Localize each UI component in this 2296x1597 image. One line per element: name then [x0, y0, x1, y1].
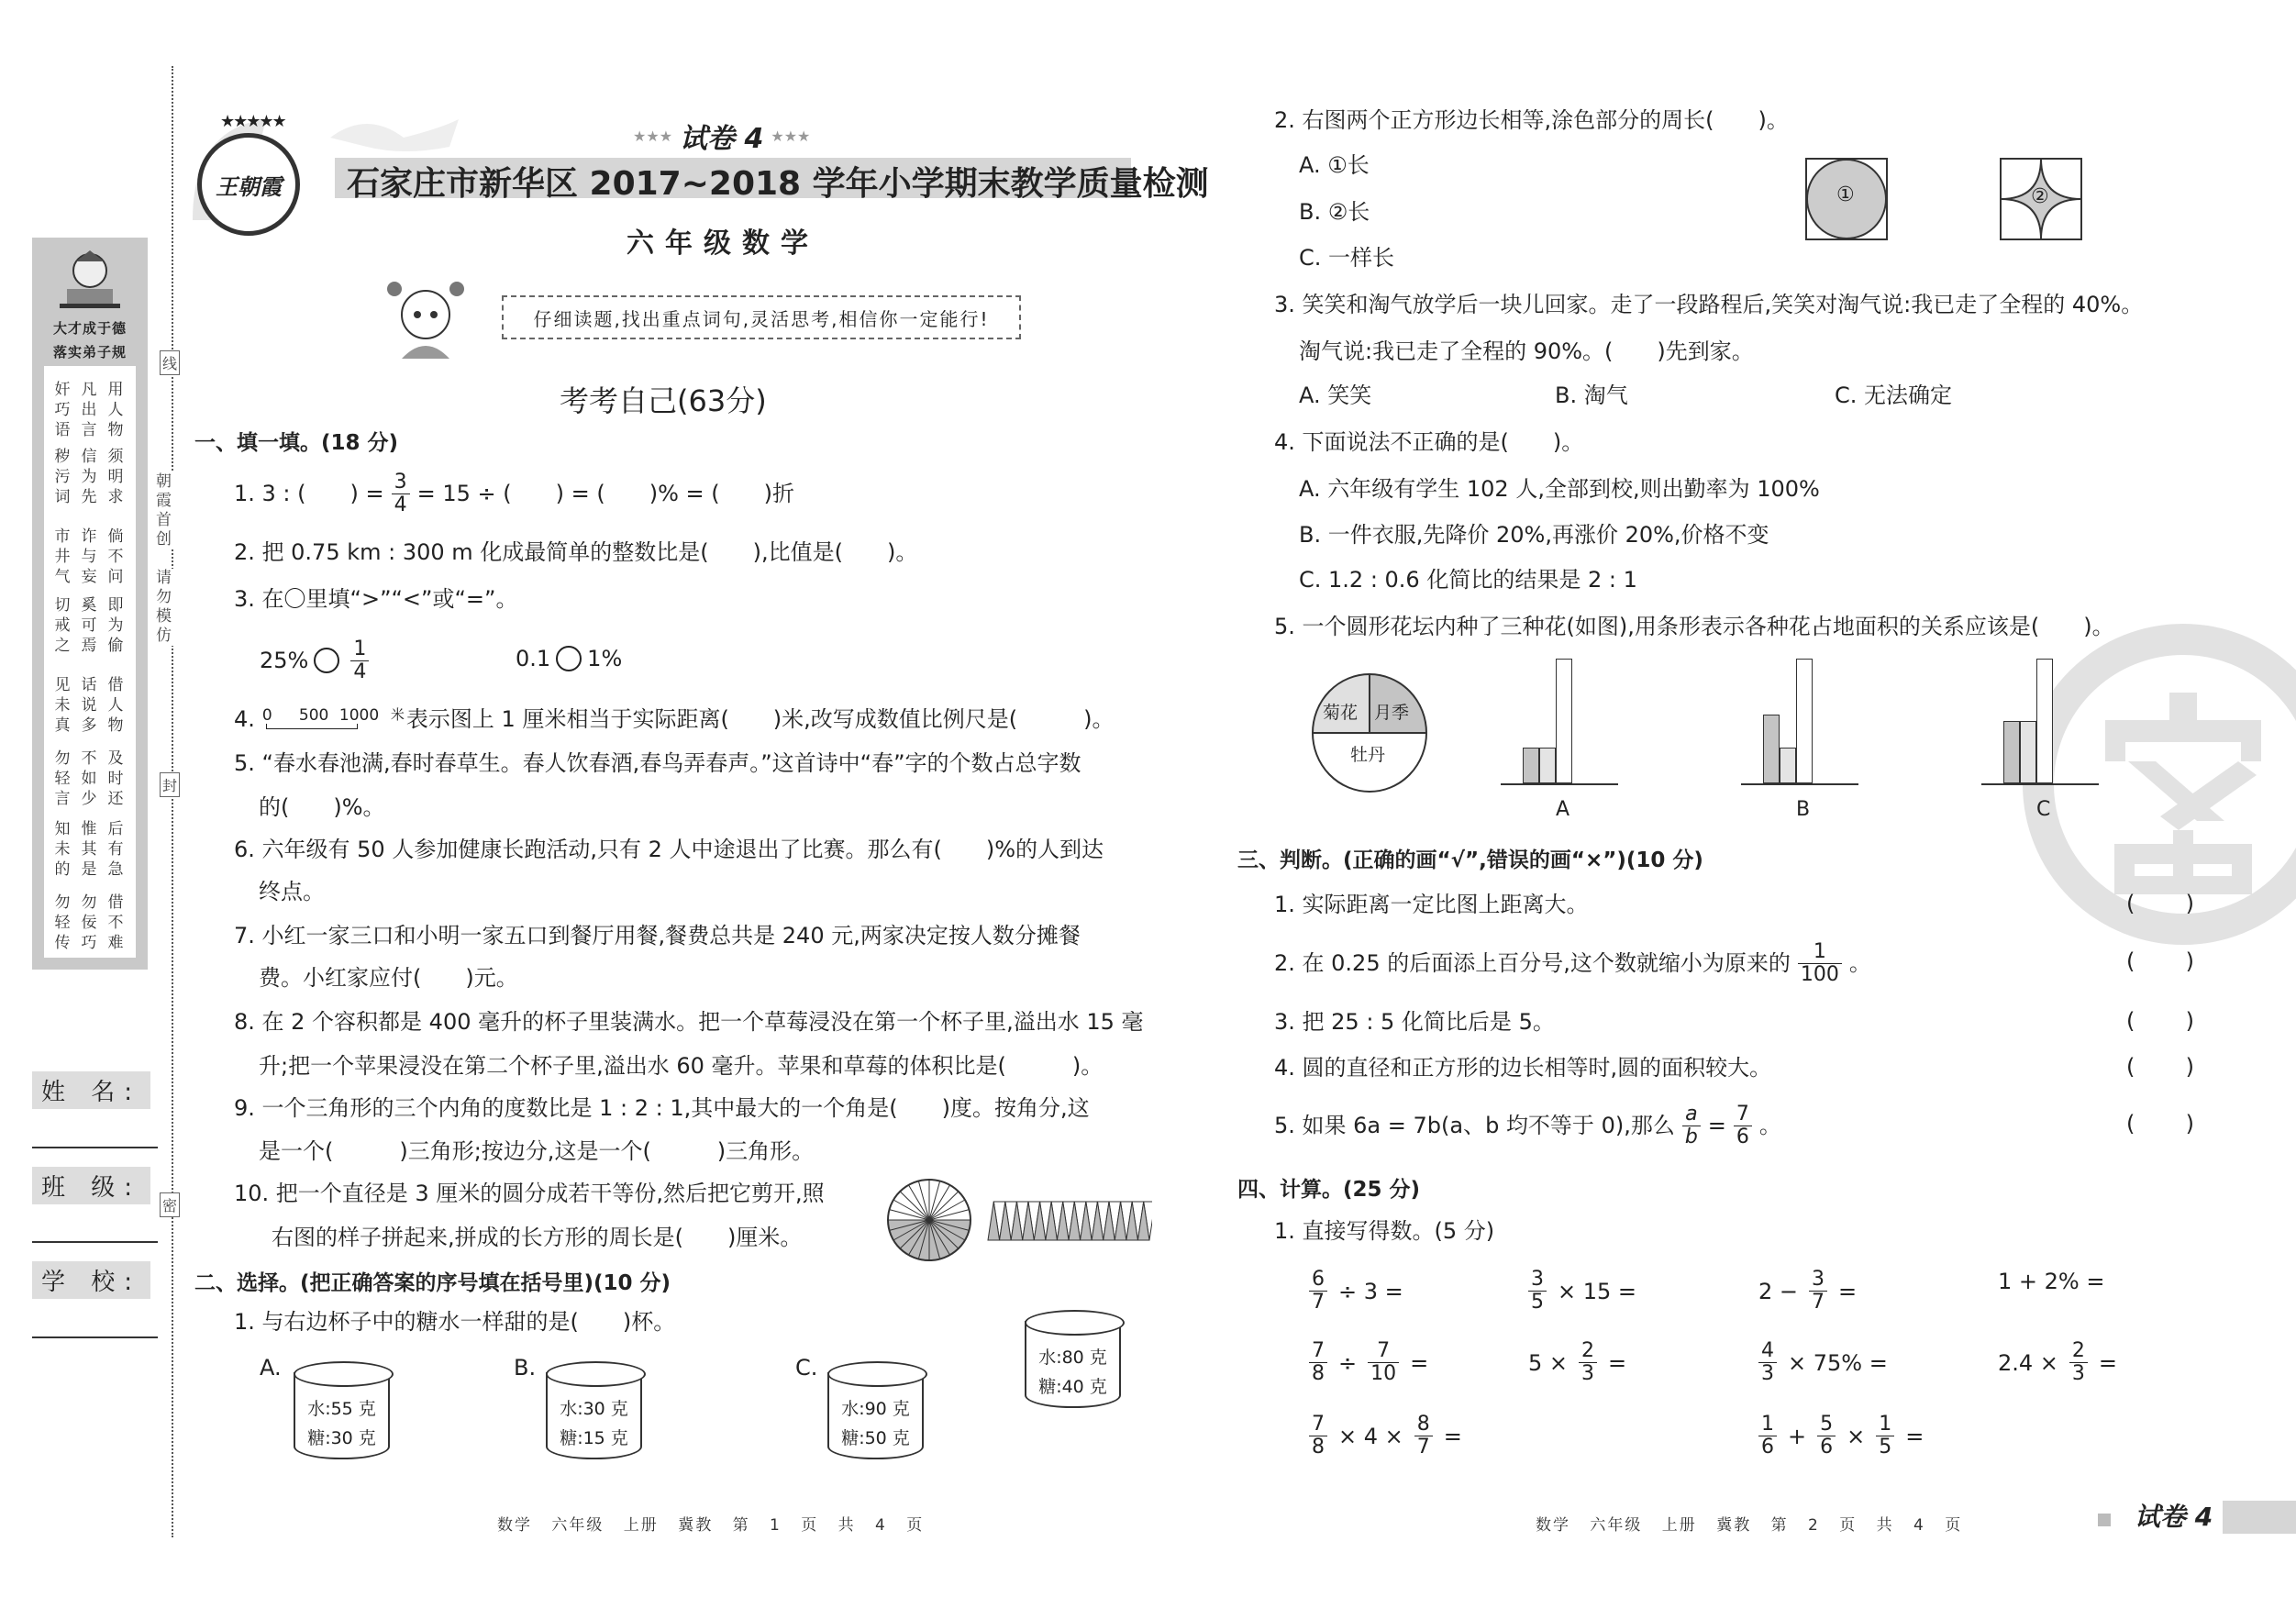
- calc-text: ÷ 3 =: [1338, 1278, 1403, 1304]
- paren-open: (: [2126, 1008, 2135, 1034]
- denominator: 4: [392, 494, 410, 516]
- name-field[interactable]: [32, 1147, 158, 1148]
- question-1-10: 10. 把一个直径是 3 厘米的圆分成若干等份,然后把它剪开,照: [234, 1181, 825, 1206]
- numerator: 3: [1812, 1268, 1825, 1291]
- class-label: 班 级:: [32, 1167, 150, 1204]
- verse-row: 井与不: [54, 548, 135, 566]
- question-1-5: 5. “春水春池满,春时春草生。春人饮春酒,春鸟弄春声。”这首诗中“春”字的个数占总字数: [234, 750, 1081, 776]
- student-cartoon-icon: [58, 245, 122, 318]
- option-label: A.: [260, 1355, 282, 1381]
- fraction: [1734, 1103, 1752, 1148]
- scale-tick-label: 0: [261, 706, 272, 725]
- rearranged-rectangle-figure: [985, 1198, 1152, 1244]
- question-1-8-cont: 升;把一个苹果浸没在第二个杯子里,溢出水 60 毫升。苹果和草莓的体积比是( )。: [259, 1053, 1104, 1079]
- cup-water: 水:90 克: [841, 1399, 910, 1419]
- question-1-9: 9. 一个三角形的三个内角的度数比是 1 : 2 : 1,其中最大的一个角是( )度。按角分,这: [234, 1095, 1090, 1121]
- compare-left: 0.1: [516, 646, 551, 671]
- verse-row: 之焉偷: [54, 637, 135, 655]
- judge-4: 4. 圆的直径和正方形的边长相等时,圆的面积较大。: [1274, 1055, 1772, 1081]
- logo-seal: [197, 133, 300, 236]
- question-text: 5. 如果 6a = 7b(a、b 均不等于 0),那么: [1274, 1113, 1675, 1138]
- judge-3: 3. 把 25 : 5 化简比后是 5。: [1274, 1009, 1555, 1035]
- verse-row: 言少还: [54, 790, 135, 808]
- star-icon: ★★★: [633, 127, 673, 145]
- logo-stars-icon: ★★★★★: [220, 112, 285, 131]
- exam-badge: [633, 116, 810, 156]
- option-label: C.: [795, 1355, 818, 1381]
- calc-text: ÷: [1338, 1349, 1358, 1376]
- calc-item: [1303, 1340, 1434, 1385]
- question-1-8: 8. 在 2 个容积都是 400 毫升的杯子里装满水。把一个草莓浸没在第一个杯子里,溢出水 15 毫: [234, 1009, 1144, 1035]
- figure-label-1: ①: [1836, 183, 1855, 206]
- motto-line: 大才成于德: [52, 320, 127, 337]
- verse-row: 奸凡用: [54, 381, 135, 399]
- fraction: [1809, 1269, 1827, 1314]
- question-text: 。: [1758, 1113, 1781, 1138]
- cup-sugar: 糖:50 克: [841, 1428, 910, 1448]
- bar-chart-baseline: [1501, 783, 1618, 785]
- verse-row: 真多物: [54, 716, 135, 735]
- numerator: 7: [1377, 1339, 1391, 1362]
- fraction: [1414, 1414, 1433, 1458]
- fraction: [1682, 1103, 1701, 1148]
- flower-bed-pie-chart: [1310, 672, 1429, 793]
- cup-water: 水:30 克: [560, 1399, 628, 1419]
- question-text: 1. 3 : ( ) =: [234, 481, 384, 506]
- denominator: 4: [350, 660, 369, 683]
- bar-option-a-bar: [1539, 748, 1556, 783]
- option: B. 淘气: [1555, 383, 1628, 408]
- class-field[interactable]: [32, 1241, 158, 1243]
- paren-open: (: [2126, 948, 2135, 974]
- compare-left: 25%: [260, 648, 309, 673]
- bar-option-label: B: [1796, 798, 1811, 821]
- verse-row: 气妄问: [54, 568, 135, 586]
- question-1-7-cont: 费。小红家应付( )元。: [259, 965, 518, 991]
- question-1-1: [234, 470, 794, 516]
- option: C. 1.2 : 0.6 化简比的结果是 2 : 1: [1299, 567, 1637, 593]
- question-1-7: 7. 小红一家三口和小明一家五口到餐厅用餐,餐费总共是 240 元,两家决定按人数分摊餐: [234, 923, 1081, 948]
- verse-row: 市诈倘: [54, 527, 135, 546]
- verse-row: 巧出人: [54, 401, 135, 419]
- verse-row: 勿勿借: [54, 893, 135, 912]
- calc-text: 5 ×: [1528, 1349, 1569, 1376]
- calc-text: =: [1608, 1349, 1627, 1376]
- section-heading-judge: 三、判断。(正确的画“√”,错误的画“×”)(10 分): [1237, 848, 1703, 872]
- answer-parens[interactable]: [2126, 1111, 2194, 1137]
- numerator: 2: [1581, 1339, 1595, 1362]
- calc-item: [1992, 1340, 2123, 1385]
- answer-parens[interactable]: [2126, 948, 2194, 974]
- calc-text: × 75% =: [1788, 1349, 1888, 1376]
- denominator: 3: [2069, 1362, 2088, 1385]
- bar-option-a-bar: [1523, 748, 1539, 783]
- numerator: 1: [1761, 1413, 1774, 1436]
- paren-open: (: [2126, 1054, 2135, 1080]
- bar-option-c-bar: [2036, 659, 2053, 783]
- bar-option-b-bar: [1780, 748, 1796, 783]
- verse-row: 词先求: [54, 488, 135, 506]
- binding-secret-mark: 密: [160, 1192, 180, 1217]
- verse-row: 传巧难: [54, 934, 135, 952]
- school-field[interactable]: [32, 1336, 158, 1338]
- equals: =: [1707, 1113, 1726, 1138]
- cup-water: 水:80 克: [1038, 1347, 1107, 1368]
- page-title: 石家庄市新华区 2017~2018 学年小学期末教学质量检测: [347, 165, 1209, 203]
- numerator: 1: [353, 637, 367, 660]
- binding-line-mark: 线: [160, 350, 180, 375]
- footer-page-2: 数学 六年级 上册 冀教 第 2 页 共 4 页: [1536, 1516, 1963, 1535]
- option: B. ②长: [1299, 199, 1370, 225]
- bar-option-label: A: [1556, 798, 1570, 821]
- cup-sugar: 糖:15 克: [560, 1428, 628, 1448]
- question-2-5: 5. 一个圆形花坛内种了三种花(如图),用条形表示各种花占地面积的关系应该是( )。: [1274, 614, 2114, 639]
- figure-label-2: ②: [2031, 185, 2049, 208]
- bar-option-b-bar: [1763, 715, 1780, 783]
- compare-circle-input[interactable]: [314, 648, 339, 673]
- judge-5: [1274, 1102, 1781, 1148]
- bar-chart-baseline: [1981, 783, 2099, 785]
- section-heading-choice: 二、选择。(把正确答案的序号填在括号里)(10 分): [194, 1271, 671, 1295]
- name-label: 姓 名:: [32, 1071, 150, 1109]
- calc-text: =: [1905, 1423, 1924, 1449]
- bar-chart-baseline: [1741, 783, 1858, 785]
- binding-seal-mark: 封: [160, 772, 180, 797]
- verse-row: 轻如时: [54, 770, 135, 788]
- question-text: 2. 在 0.25 的后面添上百分号,这个数就缩小为原来的: [1274, 950, 1791, 976]
- scale-tick-label: 500: [298, 706, 329, 725]
- calc-item: [1523, 1269, 1642, 1314]
- fraction: [2069, 1340, 2088, 1385]
- cup-sugar: 糖:40 克: [1038, 1377, 1107, 1397]
- paren-close: ): [2185, 1008, 2194, 1034]
- calc-item: [1992, 1269, 2110, 1294]
- judge-1: 1. 实际距离一定比图上距离大。: [1274, 892, 1589, 917]
- calc-item: [1303, 1269, 1409, 1314]
- scale-line: [266, 724, 358, 729]
- option: C. 一样长: [1299, 245, 1395, 271]
- cup-reference: [1025, 1321, 1121, 1408]
- bar-option-label: C: [2036, 798, 2051, 821]
- option: C. 无法确定: [1835, 383, 1953, 408]
- calc-text: +: [1788, 1423, 1807, 1449]
- denominator: 6: [1734, 1126, 1752, 1148]
- section-heading-fill: 一、填一填。(18 分): [194, 431, 399, 455]
- fraction: [392, 471, 410, 516]
- denominator: 10: [1368, 1362, 1399, 1385]
- exam-number: 试卷 4: [680, 123, 764, 155]
- score-title: 考考自己(63分): [560, 383, 767, 418]
- question-1-3: 3. 在〇里填“>”“<”或“=”。: [234, 586, 518, 612]
- cup-option-c: [827, 1372, 924, 1459]
- question-1-3-compare-a: [260, 637, 374, 683]
- fraction: [1817, 1414, 1836, 1458]
- question-number: 4.: [234, 706, 255, 732]
- paren-close: ): [2185, 891, 2194, 916]
- sidebar-motto-panel: [32, 238, 148, 970]
- scale-tick-label: 1000: [338, 706, 380, 725]
- fraction: [1758, 1414, 1777, 1458]
- answer-parens[interactable]: [2126, 891, 2194, 916]
- numerator: 8: [1416, 1413, 1430, 1436]
- question-1-4: [234, 705, 1115, 733]
- fraction: [1368, 1340, 1399, 1385]
- question-1-5-cont: 的( )%。: [259, 794, 385, 820]
- scale-bar: [262, 705, 385, 733]
- question-1-9-cont: 是一个( )三角形;按边分,这是一个( )三角形。: [259, 1138, 815, 1164]
- cup-water: 水:55 克: [307, 1399, 376, 1419]
- footer-exam-badge: 试卷 4: [2135, 1502, 2213, 1532]
- circle-sectors-figure: [886, 1178, 972, 1262]
- paren-close: ): [2185, 948, 2194, 974]
- question-1-10-cont: 右图的样子拼起来,拼成的长方形的周长是( )厘米。: [272, 1225, 803, 1250]
- section-heading-calc: 四、计算。(25 分): [1237, 1178, 1421, 1202]
- calc-text: =: [1838, 1278, 1858, 1304]
- logo-text: 王朝霞: [216, 173, 282, 200]
- numerator: 3: [1531, 1268, 1544, 1291]
- numerator: 5: [1820, 1413, 1834, 1436]
- denominator: 8: [1309, 1436, 1327, 1458]
- denominator: 6: [1758, 1436, 1777, 1458]
- fraction: [1309, 1414, 1327, 1458]
- fraction: [1876, 1414, 1894, 1458]
- calc-item: [1303, 1414, 1468, 1458]
- star-icon: ★★★: [771, 127, 811, 145]
- calc-subheading: 1. 直接写得数。(5 分): [1274, 1218, 1495, 1244]
- binding-note-no-copy: 请勿模仿: [150, 569, 173, 646]
- option: A. 笑笑: [1299, 383, 1372, 408]
- fraction: [350, 638, 369, 683]
- motto-line: 落实弟子规: [52, 344, 127, 360]
- verse-row: 知惟后: [54, 820, 135, 838]
- bar-option-b-bar: [1796, 659, 1813, 783]
- verse-row: 勿不及: [54, 749, 135, 768]
- fraction: [1758, 1340, 1777, 1385]
- answer-parens[interactable]: [2126, 1054, 2194, 1080]
- question-2-3: 3. 笑笑和淘气放学后一块儿回家。走了一段路程后,笑笑对淘气说:我已走了全程的 40%。: [1274, 292, 2144, 317]
- verse-row: 未说人: [54, 696, 135, 715]
- verse-row: 轻佞不: [54, 914, 135, 932]
- calc-text: 2 −: [1758, 1278, 1799, 1304]
- footer-page-1: 数学 六年级 上册 冀教 第 1 页 共 4 页: [497, 1516, 925, 1535]
- numerator: 3: [394, 470, 407, 494]
- calc-item: [1753, 1340, 1893, 1385]
- tip-box: 仔细读题,找出重点词句,灵活思考,相信你一定能行!: [502, 295, 1021, 339]
- fraction: [1309, 1269, 1327, 1314]
- numerator: 4: [1761, 1339, 1774, 1362]
- question-1-6: 6. 六年级有 50 人参加健康长跑活动,只有 2 人中途退出了比赛。那么有( )%的人到达: [234, 837, 1104, 862]
- numerator: 1: [1813, 939, 1826, 963]
- verse-row: 秽信须: [54, 448, 135, 466]
- numerator: 7: [1736, 1102, 1749, 1126]
- question-1-6-cont: 终点。: [259, 879, 325, 904]
- verse-box: [44, 366, 136, 958]
- compare-circle-input[interactable]: [556, 646, 582, 671]
- pie-label: 月季: [1374, 703, 1410, 723]
- paren-open: (: [2126, 891, 2135, 916]
- verse-row: 见话借: [54, 676, 135, 694]
- watermark-glyph: [2105, 693, 2261, 894]
- calc-text: × 4 ×: [1338, 1423, 1403, 1449]
- option: A. ①长: [1299, 152, 1370, 178]
- denominator: 3: [1758, 1362, 1777, 1385]
- fraction: [1309, 1340, 1327, 1385]
- calc-text: 2.4 ×: [1998, 1349, 2058, 1376]
- numerator: 6: [1312, 1268, 1325, 1291]
- paren-close: ): [2185, 1054, 2194, 1080]
- numerator: 1: [1879, 1413, 1892, 1436]
- compare-right: 1%: [587, 646, 623, 671]
- question-1-2: 2. 把 0.75 km : 300 m 化成最简单的整数比是( ),比值是( )。: [234, 539, 918, 565]
- subject-title: 六年级数学: [627, 227, 819, 260]
- judge-2: [1274, 939, 1871, 986]
- verse-row: 语言物: [54, 421, 135, 439]
- numerator: 7: [1312, 1339, 1325, 1362]
- verse-row: 的是急: [54, 860, 135, 879]
- question-2-3-cont: 淘气说:我已走了全程的 90%。( )先到家。: [1299, 338, 1754, 364]
- paren-close: ): [2185, 1111, 2194, 1137]
- verse-row: 未其有: [54, 840, 135, 859]
- bar-option-c-bar: [2020, 721, 2036, 783]
- calc-item: [1523, 1340, 1632, 1385]
- calc-text: =: [1410, 1349, 1429, 1376]
- denominator: 6: [1817, 1436, 1836, 1458]
- decor-square: [2098, 1514, 2111, 1526]
- fraction: [1579, 1340, 1597, 1385]
- fraction: [1528, 1269, 1547, 1314]
- calc-item: [1753, 1269, 1862, 1314]
- scale-unit: 米: [390, 706, 405, 723]
- pie-label: 菊花: [1323, 703, 1359, 723]
- option: B. 一件衣服,先降价 20%,再涨价 20%,价格不变: [1299, 522, 1769, 548]
- footer-badge-bg: [2223, 1501, 2296, 1534]
- denominator: 7: [1309, 1291, 1327, 1314]
- calc-item: [1753, 1414, 1929, 1458]
- verse-row: 切奚即: [54, 596, 135, 615]
- bar-option-c-bar: [2003, 721, 2020, 783]
- pie-label: 牡丹: [1350, 745, 1386, 765]
- calc-text: =: [2098, 1349, 2118, 1376]
- question-text: 。: [1848, 950, 1871, 976]
- denominator: 8: [1309, 1362, 1327, 1385]
- binding-note-original: 朝霞首创: [150, 472, 173, 549]
- denominator: 5: [1528, 1291, 1547, 1314]
- option-label: B.: [514, 1355, 537, 1381]
- calc-text: 1 + 2% =: [1998, 1269, 2105, 1294]
- question-2-4: 4. 下面说法不正确的是( )。: [1274, 429, 1584, 455]
- question-2-1: 1. 与右边杯子中的糖水一样甜的是( )杯。: [234, 1309, 676, 1335]
- calc-text: ×: [1847, 1423, 1866, 1449]
- calc-text: × 15 =: [1558, 1278, 1637, 1304]
- question-1-3-compare-b: [516, 645, 622, 672]
- fraction: [1798, 941, 1842, 986]
- numerator: a: [1685, 1102, 1698, 1126]
- question-text: 表示图上 1 厘米相当于实际距离( )米,改写成数值比例尺是( )。: [405, 706, 1115, 732]
- denominator: 3: [1579, 1362, 1597, 1385]
- binding-line: [172, 66, 173, 1537]
- question-text: = 15 ÷ ( ) = ( )% = ( )折: [416, 481, 794, 506]
- question-2-2: 2. 右图两个正方形边长相等,涂色部分的周长( )。: [1274, 107, 1789, 133]
- answer-parens[interactable]: [2126, 1008, 2194, 1034]
- verse-row: 污为明: [54, 468, 135, 486]
- denominator: 7: [1809, 1291, 1827, 1314]
- calc-text: =: [1443, 1423, 1462, 1449]
- verse-row: 戒可为: [54, 616, 135, 635]
- denominator: b: [1682, 1126, 1701, 1148]
- cup-option-b: [546, 1372, 642, 1459]
- denominator: 100: [1798, 963, 1842, 986]
- numerator: 7: [1312, 1413, 1325, 1436]
- school-label: 学 校:: [32, 1261, 150, 1299]
- cup-option-a: [294, 1372, 390, 1459]
- denominator: 5: [1876, 1436, 1894, 1458]
- option: A. 六年级有学生 102 人,全部到校,则出勤率为 100%: [1299, 476, 1820, 502]
- denominator: 7: [1414, 1436, 1433, 1458]
- bar-option-a-bar: [1556, 659, 1572, 783]
- numerator: 2: [2071, 1339, 2085, 1362]
- paren-open: (: [2126, 1111, 2135, 1137]
- girl-cartoon-icon: [383, 278, 468, 360]
- cup-sugar: 糖:30 克: [307, 1428, 376, 1448]
